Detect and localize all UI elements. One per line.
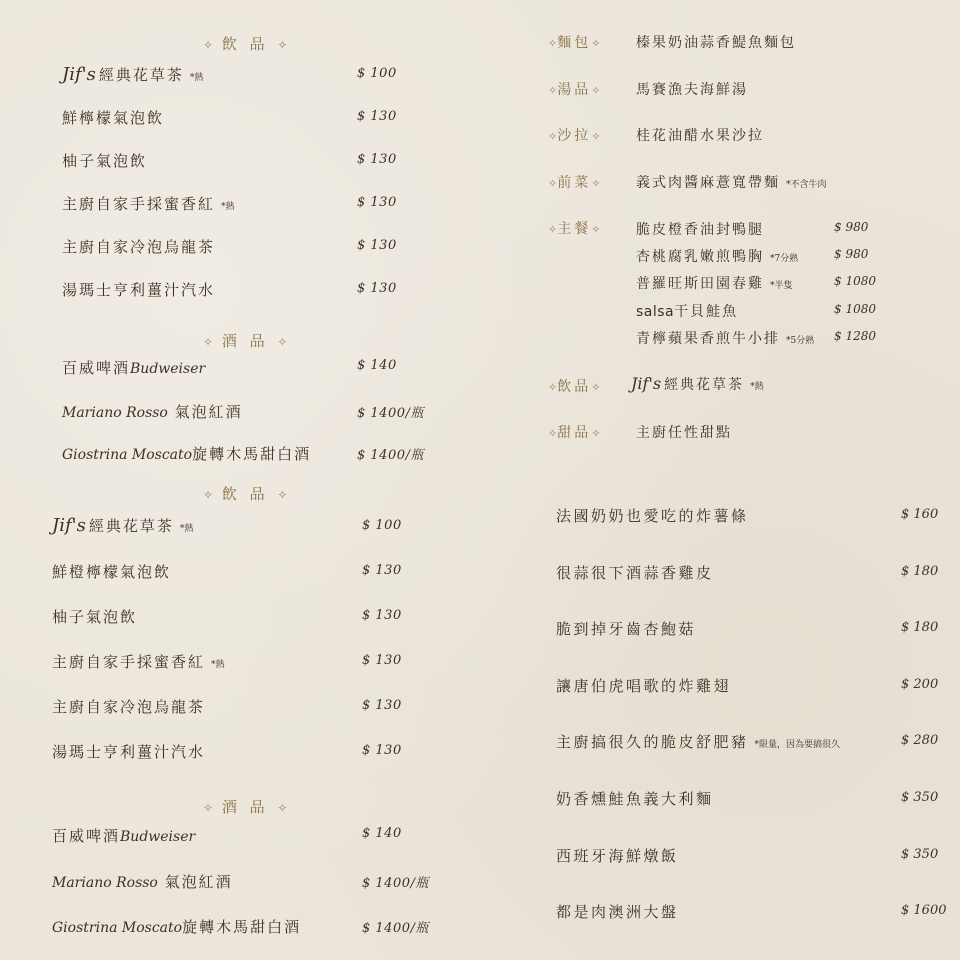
course-item: 主廚任性甜點: [636, 425, 732, 441]
item-price: $ 130: [362, 563, 402, 578]
item-note: *不含牛肉: [786, 180, 827, 190]
course-category: [548, 376, 600, 396]
menu-item: [62, 64, 203, 85]
menu-item: 主廚自家冷泡烏龍茶: [52, 698, 206, 716]
menu-item: 鮮橙檸檬氣泡飲: [52, 563, 172, 581]
item-name: 百威啤酒: [52, 827, 121, 845]
course-category-label: 飲品: [557, 379, 592, 395]
item-latin: Mariano Rosso: [62, 405, 168, 421]
item-note: *熱: [221, 202, 235, 212]
item-latin: Giostrina Moscato: [62, 447, 193, 463]
item-price: $ 100: [362, 518, 402, 533]
bistro-price: $ 350: [901, 790, 939, 805]
item-name: 義式肉醬麻薏寬帶麵: [636, 175, 780, 191]
bistro-item: 西班牙海鮮燉飯: [556, 847, 679, 865]
item-price: $ 130: [357, 152, 397, 167]
bistro-price: $ 1600: [901, 903, 947, 918]
ornament-icon: ✧: [591, 381, 601, 394]
item-note: *7分熟: [770, 254, 799, 264]
ornament-icon: ✧: [591, 84, 601, 97]
item-price: $ 1400/瓶: [362, 876, 429, 891]
ornament-icon: ✧: [277, 488, 288, 502]
bistro-item: 很蒜很下酒蒜香雞皮: [556, 564, 714, 582]
item-latin: Mariano Rosso: [52, 875, 158, 891]
main-item: [636, 273, 793, 293]
item-price: $ 100: [357, 66, 397, 81]
brand-script: Jif's: [52, 515, 86, 536]
ornament-icon: ✧: [548, 381, 558, 394]
menu-item: 柚子氣泡飲: [62, 152, 148, 170]
menu-item: 主廚自家冷泡烏龍茶: [62, 238, 216, 256]
course-category: [548, 422, 600, 442]
wine-bottom-title: 酒 品: [221, 798, 269, 816]
item-price: $ 130: [362, 743, 402, 758]
course-item: 桂花油醋水果沙拉: [636, 128, 764, 144]
ornament-icon: ✧: [277, 801, 288, 815]
bistro-item: 讓唐伯虎唱歌的炸雞翅: [556, 677, 732, 695]
item-note: *半隻: [770, 281, 793, 291]
menu-item: 柚子氣泡飲: [52, 608, 138, 626]
item-note: *限量，因為要搞很久: [754, 740, 841, 750]
ornament-icon: ✧: [591, 223, 601, 236]
course-category: [548, 172, 600, 192]
item-price: $ 130: [357, 109, 397, 124]
item-name: 經典花草茶: [98, 66, 184, 84]
item-price: $ 140: [357, 358, 397, 373]
ornament-icon: ✧: [591, 130, 601, 143]
menu-item: [62, 357, 205, 378]
item-name: 普羅旺斯田園春雞: [636, 276, 764, 292]
item-note: *5分熟: [786, 336, 815, 346]
ornament-icon: ✧: [277, 335, 288, 349]
menu-item: [62, 443, 311, 464]
bistro-price: $ 350: [901, 847, 939, 862]
wine-top-title: 酒 品: [221, 332, 269, 350]
menu-item: [62, 401, 243, 422]
ornament-icon: ✧: [203, 488, 214, 502]
drinks-bottom-title: 飲 品: [221, 485, 269, 503]
ornament-icon: ✧: [591, 177, 601, 190]
item-name: 經典花草茶: [664, 377, 745, 393]
ornament-icon: ✧: [277, 38, 288, 52]
ornament-icon: ✧: [548, 427, 558, 440]
item-name: 旋轉木馬甜白酒: [192, 445, 312, 463]
item-latin: salsa: [636, 304, 675, 320]
ornament-icon: ✧: [548, 223, 558, 236]
main-price: $ 980: [834, 247, 869, 261]
bistro-price: $ 200: [901, 677, 939, 692]
main-item: 脆皮橙香油封鴨腿: [636, 222, 764, 238]
main-price: $ 980: [834, 220, 869, 234]
ornament-icon: ✧: [591, 427, 601, 440]
bistro-price: $ 180: [901, 620, 939, 635]
ornament-icon: ✧: [203, 38, 214, 52]
course-item: 榛果奶油蒜香鯷魚麵包: [636, 35, 796, 51]
item-note: *熱: [189, 73, 204, 83]
course-item: [631, 374, 764, 394]
main-price: $ 1080: [834, 274, 876, 288]
item-name: 青檸蘋果香煎牛小排: [636, 331, 780, 347]
bistro-price: $ 280: [901, 733, 939, 748]
item-price: $ 130: [357, 281, 397, 296]
course-category: [548, 79, 600, 99]
item-note: *熱: [179, 524, 194, 534]
item-price: $ 130: [362, 653, 402, 668]
course-category: [548, 125, 600, 145]
item-price: $ 140: [362, 826, 402, 841]
item-name: 經典花草茶: [88, 517, 174, 535]
bistro-item: 奶香燻鮭魚義大利麵: [556, 790, 714, 808]
menu-item: [52, 825, 195, 846]
item-note: *熱: [211, 660, 225, 670]
brand-script: Jif's: [631, 374, 662, 393]
item-name: 百威啤酒: [62, 359, 131, 377]
menu-item: [62, 193, 235, 214]
course-item: 馬賽漁夫海鮮湯: [636, 82, 748, 98]
drinks-bottom-header: [203, 483, 287, 504]
ornament-icon: ✧: [548, 130, 558, 143]
main-item: [636, 328, 814, 348]
drinks-top-title: 飲 品: [221, 35, 269, 53]
item-latin: Budweiser: [120, 829, 196, 845]
course-category-label: 甜品: [557, 425, 592, 441]
main-item: [636, 301, 738, 321]
course-category-label: 湯品: [557, 82, 592, 98]
ornament-icon: ✧: [203, 335, 214, 349]
menu-item: [52, 515, 193, 536]
ornament-icon: ✧: [548, 177, 558, 190]
menu-item: 湯瑪士亨利薑汁汽水: [52, 743, 206, 761]
course-category-label: 麵包: [557, 35, 592, 51]
item-latin: Giostrina Moscato: [52, 920, 183, 936]
menu-item: 湯瑪士亨利薑汁汽水: [62, 281, 216, 299]
drinks-top-header: [203, 33, 287, 54]
course-category: [548, 218, 600, 238]
ornament-icon: ✧: [548, 84, 558, 97]
item-name: 主廚自家手採蜜香紅: [62, 195, 216, 213]
brand-script: Jif's: [62, 64, 96, 85]
wine-top-header: [203, 330, 287, 351]
main-price: $ 1080: [834, 302, 876, 316]
item-name: 旋轉木馬甜白酒: [182, 918, 302, 936]
item-price: $ 130: [362, 608, 402, 623]
bistro-price: $ 180: [901, 564, 939, 579]
course-category: [548, 32, 600, 52]
bistro-item: 都是肉澳洲大盤: [556, 903, 679, 921]
course-category-label: 沙拉: [557, 128, 592, 144]
item-price: $ 1400/瓶: [362, 921, 429, 936]
item-name: 氣泡紅酒: [174, 403, 243, 421]
menu-item: [52, 651, 225, 672]
course-item: [636, 172, 827, 192]
menu-item: 鮮檸檬氣泡飲: [62, 109, 165, 127]
main-item: [636, 246, 798, 266]
ornament-icon: ✧: [203, 801, 214, 815]
bistro-price: $ 160: [901, 507, 939, 522]
bistro-item: 脆到掉牙齒杏鮑菇: [556, 620, 697, 638]
menu-item: [52, 871, 233, 892]
item-note: *熱: [750, 382, 764, 392]
bistro-item: [556, 731, 840, 752]
wine-bottom-header: [203, 796, 287, 817]
item-latin: Budweiser: [130, 361, 206, 377]
item-name: 主廚自家手採蜜香紅: [52, 653, 206, 671]
item-price: $ 1400/瓶: [357, 406, 424, 421]
course-category-label: 前菜: [557, 175, 592, 191]
ornament-icon: ✧: [548, 37, 558, 50]
item-name: 干貝鮭魚: [674, 304, 739, 320]
bistro-item: 法國奶奶也愛吃的炸薯條: [556, 507, 749, 525]
item-price: $ 130: [357, 195, 397, 210]
item-name: 主廚搞很久的脆皮舒肥豬: [556, 733, 749, 751]
ornament-icon: ✧: [591, 37, 601, 50]
main-price: $ 1280: [834, 329, 876, 343]
menu-item: [52, 916, 301, 937]
item-name: 杏桃腐乳嫩煎鴨胸: [636, 249, 764, 265]
item-price: $ 1400/瓶: [357, 448, 424, 463]
course-category-label: 主餐: [557, 221, 592, 237]
item-price: $ 130: [357, 238, 397, 253]
item-name: 氣泡紅酒: [164, 873, 233, 891]
item-price: $ 130: [362, 698, 402, 713]
